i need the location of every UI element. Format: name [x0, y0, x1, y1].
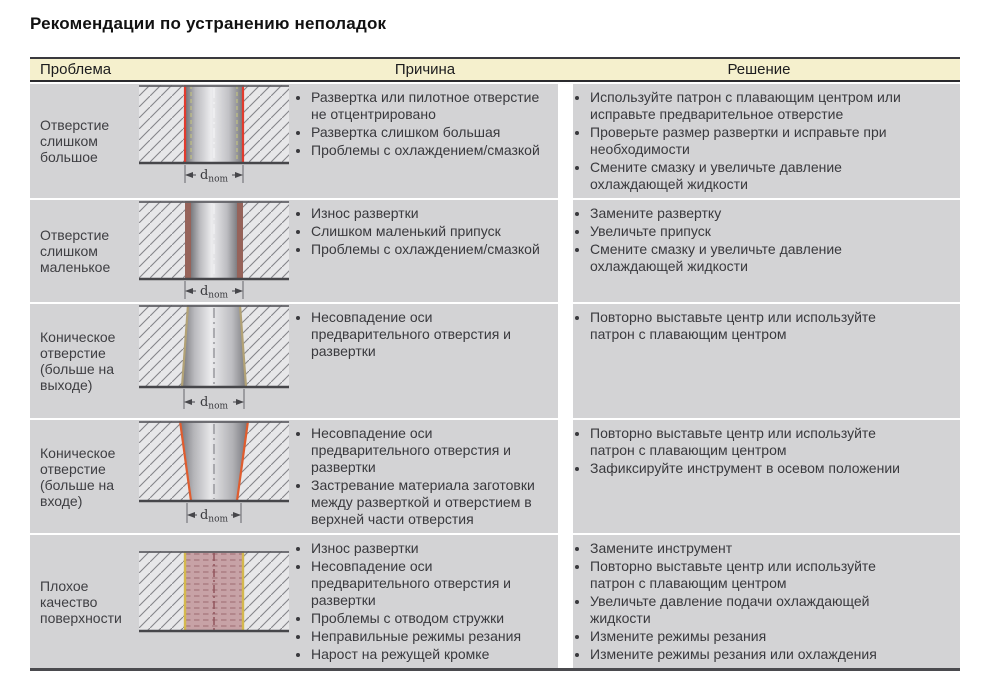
diagram-hole-too-large [135, 84, 292, 198]
table-row [30, 420, 960, 533]
problem-label: Плохое качество поверхности [30, 535, 135, 668]
diagram-hole-too-small [135, 200, 292, 302]
dimension-label: dnom [199, 284, 228, 301]
solution-item: • Увеличьте припуск [590, 223, 920, 240]
cause-item: • Проблемы с охлаждением/смазкой [311, 142, 549, 159]
cause-item: • Несовпадение оси предварительного отверстия и развертки [311, 425, 549, 476]
cause-item: • Проблемы с отводом стружки [311, 610, 549, 627]
cause-cell [292, 420, 558, 533]
bore-cross-section-diagram [139, 85, 289, 185]
causes-list [292, 535, 558, 668]
solutions-list [573, 304, 960, 348]
cause-item: • Несовпадение оси предварительного отверстия и развертки [311, 309, 549, 360]
solution-cell [573, 84, 960, 198]
dimension-label: dnom [199, 168, 228, 185]
solution-item: • Измените режимы резания [590, 628, 920, 645]
column-gap [558, 84, 573, 198]
wear-band [237, 201, 243, 279]
causes-list [292, 200, 558, 263]
bore-cross-section-diagram [139, 201, 289, 301]
cause-item: • Износ развертки [311, 205, 549, 222]
solution-item: • Зафиксируйте инструмент в осевом положении [590, 460, 920, 477]
cause-item: • Проблемы с охлаждением/смазкой [311, 241, 549, 258]
table-row [30, 535, 960, 668]
table-header [30, 59, 960, 82]
causes-list [292, 304, 558, 365]
causes-list [292, 84, 558, 164]
solutions-list [573, 535, 960, 668]
cause-cell [292, 304, 558, 418]
bore-cross-section-diagram [139, 551, 289, 633]
cause-item: • Нарост на режущей кромке [311, 646, 549, 663]
solution-item: • Повторно выставьте центр или используйте патрон с плавающим центром [590, 309, 920, 343]
diagram-taper-entry [135, 420, 292, 533]
bore-cross-section-diagram [139, 421, 289, 525]
causes-list [292, 420, 558, 533]
table-row [30, 200, 960, 302]
column-gap [558, 535, 573, 668]
diagram-poor-surface [135, 535, 292, 668]
dimension-label: dnom [199, 395, 228, 412]
cause-item: • Износ развертки [311, 540, 549, 557]
cause-item: • Неправильные режимы резания [311, 628, 549, 645]
column-gap [558, 420, 573, 533]
solutions-list [573, 420, 960, 482]
solution-item: • Измените режимы резания или охлаждения [590, 646, 920, 663]
dimension-label: dnom [199, 508, 228, 525]
header-cause: Причина [394, 61, 456, 78]
column-gap [558, 200, 573, 302]
solution-item: • Замените развертку [590, 205, 920, 222]
header-solution: Решение [727, 61, 791, 78]
solution-item: • Проверьте размер развертки и исправьте при необходимости [590, 124, 920, 158]
cause-cell [292, 200, 558, 302]
cause-item: • Несовпадение оси предварительного отверстия и развертки [311, 558, 549, 609]
problem-label: Коническое отверстие (больше на входе) [30, 420, 135, 533]
solution-item: • Смените смазку и увеличьте давление охлаждающей жидкости [590, 241, 920, 275]
problem-label: Коническое отверстие (больше на выходе) [30, 304, 135, 418]
diagram-taper-exit [135, 304, 292, 418]
solutions-list [573, 84, 960, 198]
solution-item: • Замените инструмент [590, 540, 920, 557]
wear-band [185, 201, 191, 279]
solution-cell [573, 200, 960, 302]
solution-cell [573, 304, 960, 418]
header-problem: Проблема [40, 61, 112, 78]
cause-item: • Застревание материала заготовки между разверткой и отверстием в верхней части отверстия [311, 477, 549, 528]
solution-cell [573, 420, 960, 533]
table-row [30, 84, 960, 198]
column-gap [558, 304, 573, 418]
solution-item: • Смените смазку и увеличьте давление охлаждающей жидкости [590, 159, 920, 193]
cause-cell [292, 84, 558, 198]
solution-item: • Повторно выставьте центр или используйте патрон с плавающим центром [590, 558, 920, 592]
solution-cell [573, 535, 960, 668]
solutions-list [573, 200, 960, 280]
cause-item: • Развертка слишком большая [311, 124, 549, 141]
page-title: Рекомендации по устранению неполадок [30, 14, 387, 33]
bore-cross-section-diagram [139, 305, 289, 413]
table-row [30, 304, 960, 418]
problem-label: Отверстие слишком большое [30, 84, 135, 198]
cause-cell [292, 535, 558, 668]
solution-item: • Используйте патрон с плавающим центром или исправьте предварительное отверстие [590, 89, 920, 123]
cause-item: • Слишком маленький припуск [311, 223, 549, 240]
solution-item: • Увеличьте давление подачи охлаждающей жидкости [590, 593, 920, 627]
problem-label: Отверстие слишком маленькое [30, 200, 135, 302]
cause-item: • Развертка или пилотное отверстие не отцентрировано [311, 89, 549, 123]
solution-item: • Повторно выставьте центр или используйте патрон с плавающим центром [590, 425, 920, 459]
troubleshooting-table [30, 57, 960, 671]
